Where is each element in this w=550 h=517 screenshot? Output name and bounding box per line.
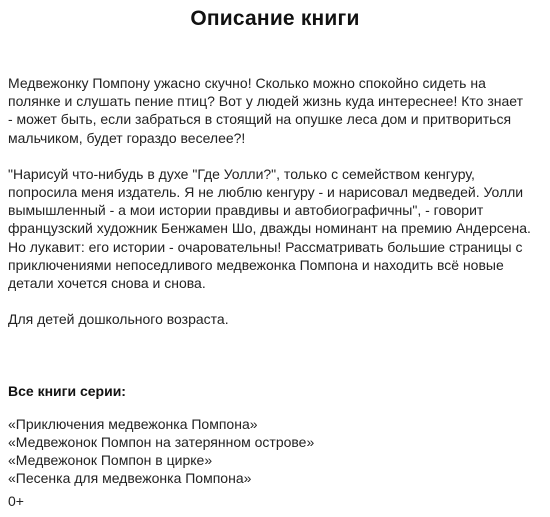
series-book-item: «Медвежонок Помпон в цирке» bbox=[8, 452, 213, 469]
page-title: Описание книги bbox=[190, 7, 360, 30]
paragraph-line: "Нарисуй что-нибудь в духе "Где Уолли?", только с семейством кенгуру, bbox=[8, 165, 475, 182]
paragraph-line: полянке и слушать пение птиц? Вот у людей жизнь куда интереснее! Кто знает bbox=[8, 93, 524, 110]
age-rating: 0+ bbox=[8, 493, 24, 509]
paragraph-line: приключениями непоседливого медвежонка Помпона и находить всё новые bbox=[8, 256, 504, 273]
paragraph-line: попросила меня издатель. Я не люблю кенгуру - и нарисовал медведей. Уолли bbox=[8, 184, 524, 201]
series-heading: Все книги серии: bbox=[8, 383, 126, 400]
paragraph-line: Но лукавит: его истории - очаровательны! Рассматривать большие страницы с bbox=[8, 238, 523, 255]
paragraph-line: Медвежонку Помпону ужасно скучно! Сколько можно спокойно сидеть на bbox=[8, 75, 486, 91]
description-paragraph-2 bbox=[8, 165, 548, 292]
audience-note: Для детей дошкольного возраста. bbox=[8, 311, 229, 328]
series-book-item: «Песенка для медвежонка Помпона» bbox=[8, 470, 252, 487]
series-book-item: «Приключения медвежонка Помпона» bbox=[8, 415, 258, 432]
paragraph-line: - может быть, если забраться в стоящий на опушке леса дом и притвориться bbox=[8, 111, 512, 128]
series-book-item: «Медвежонок Помпон на затерянном острове» bbox=[8, 433, 315, 450]
paragraph-line: детали хочется снова и снова. bbox=[8, 275, 206, 292]
series-book-list bbox=[8, 415, 548, 488]
paragraph-line: вымышленный - а мои истории правдивы и автобиографичны", - говорит bbox=[8, 202, 484, 219]
paragraph-line: французский художник Бенжамен Шо, дважды номинант на премию Андерсена. bbox=[8, 220, 531, 237]
description-paragraph-1 bbox=[8, 74, 548, 147]
paragraph-line: мальчиком, будет гораздо веселее?! bbox=[8, 129, 246, 146]
description-content bbox=[8, 74, 548, 487]
